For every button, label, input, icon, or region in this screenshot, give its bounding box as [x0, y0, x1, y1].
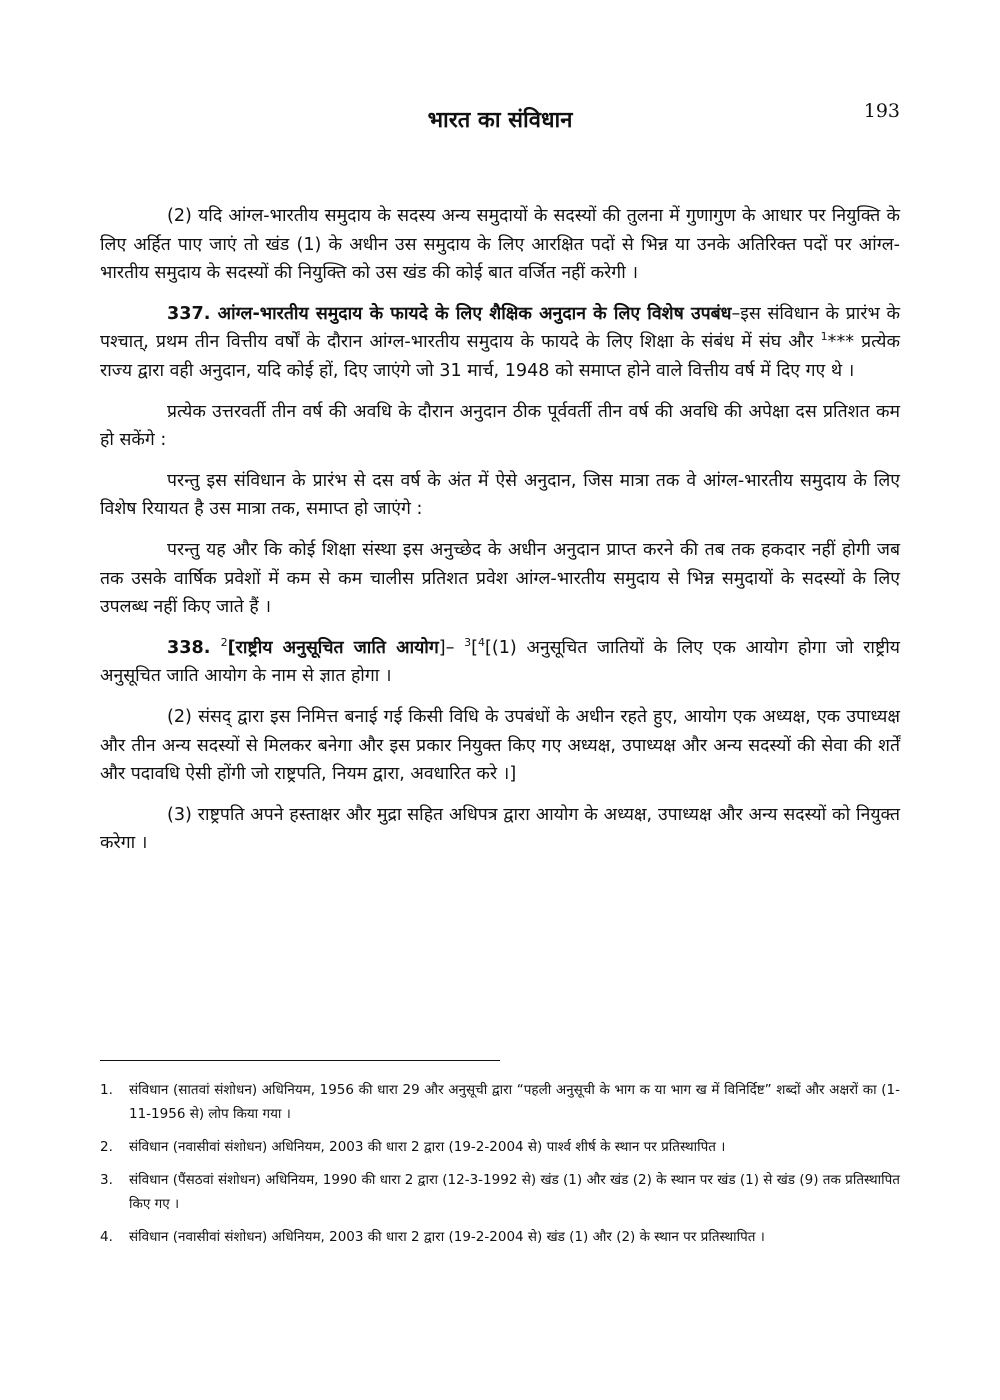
article-338-heading: [राष्ट्रीय अनुसूचित जाति आयोग — [227, 637, 439, 658]
footnote-number: 3. — [100, 1172, 113, 1188]
article-338-bracket-open: [ — [471, 637, 478, 658]
footnotes — [100, 1078, 900, 1258]
omission-stars: *** — [827, 332, 855, 353]
footnote-divider — [100, 1060, 500, 1061]
footnote-4 — [100, 1225, 900, 1249]
article-337-text-b: प्रत्येक राज्य द्वारा वही अनुदान, यदि कोई हों, दिए जाएंगे जो 31 मार्च, 1948 को समाप्त होने वाले वित्तीय वर्ष में दिए गए थे । — [100, 332, 900, 381]
footnote-text: संविधान (नवासीवां संशोधन) अधिनियम, 2003 की धारा 2 द्वारा (19-2-2004 से) पार्श्व शीर्ष के स्थान पर प्रतिस्थापित । — [129, 1139, 726, 1155]
article-337-heading: 337. आंग्ल-भारतीय समुदाय के फायदे के लिए शैक्षिक अनुदान के लिए विशेष उपबंध — [167, 303, 732, 324]
footnote-text: संविधान (पैंसठवां संशोधन) अधिनियम, 1990 की धारा 2 द्वारा (12-3-1992 से) खंड (1) और खंड (2) के स्थान पर खंड (1) से खंड (9) तक प्रतिस्थापित किए गए । — [129, 1172, 900, 1212]
article-338-text: [(1) अनुसूचित जातियों के लिए एक आयोग होगा जो राष्ट्रीय अनुसूचित जाति आयोग के नाम से ज्ञात होगा । — [100, 637, 900, 687]
footnote-ref-1: 1 — [820, 330, 828, 344]
footnote-text: संविधान (सातवां संशोधन) अधिनियम, 1956 की धारा 29 और अनुसूची द्वारा “पहली अनुसूची के भाग क या भाग ख में विनिर्दिष्ट” शब्दों और अक्षरों का (1-11-1956 से) लोप किया गया । — [129, 1082, 900, 1122]
page-title: भारत का संविधान — [427, 108, 573, 133]
article-338-clause-3: (3) राष्ट्रपति अपने हस्ताक्षर और मुद्रा सहित अधिपत्र द्वारा आयोग के अध्यक्ष, उपाध्यक्ष और अन्य सदस्यों को नियुक्त करेगा । — [100, 804, 900, 854]
article-338-clause-2: (2) संसद् द्वारा इस निमित्त बनाई गई किसी विधि के उपबंधों के अधीन रहते हुए, आयोग एक अध्यक्ष, एक उपाध्यक्ष और तीन अन्य सदस्यों से मिलकर बनेगा और इस प्रकार नियुक्त किए गए अध्यक्ष, उपाध्यक्ष और अन्य सदस्यों की सेवा की शर्तें और पदावधि ऐसी होंगी जो राष्ट्रपति, नियम द्वारा, अवधारित करे ।] — [100, 706, 900, 785]
footnote-text: संविधान (नवासीवां संशोधन) अधिनियम, 2003 की धारा 2 द्वारा (19-2-2004 से) खंड (1) और (2) के स्थान पर प्रतिस्थापित । — [129, 1229, 765, 1245]
article-337 — [100, 300, 900, 386]
footnote-3 — [100, 1168, 900, 1216]
clause-336-2: (2) यदि आंग्ल-भारतीय समुदाय के सदस्य अन्य समुदायों के सदस्यों की तुलना में गुणागुण के आधार पर नियुक्ति के लिए अर्हित पाए जाएं तो खंड (1) के अधीन उस समुदाय के लिए आरक्षित पदों से भिन्न या उनके अतिरिक्त पदों पर आंग्ल-भारतीय समुदाय के सदस्यों की नियुक्ति को उस खंड की कोई बात वर्जित नहीं करेगी । — [100, 206, 900, 284]
article-338-dash: – — [445, 637, 465, 658]
page-number: 193 — [863, 100, 900, 122]
page-header — [0, 100, 1000, 140]
footnote-1 — [100, 1078, 900, 1126]
main-text — [100, 202, 900, 870]
article-338-number: 338. — [167, 637, 221, 658]
article-337-proviso-2: परन्तु यह और कि कोई शिक्षा संस्था इस अनुच्छेद के अधीन अनुदान प्राप्त करने की तब तक हकदार नहीं होगी जब तक उसके वार्षिक प्रवेशों में कम से कम चालीस प्रतिशत प्रवेश आंग्ल-भारतीय समुदाय से भिन्न समुदायों के सदस्यों के लिए उपलब्ध नहीं किए जाते हैं । — [100, 539, 900, 618]
article-337-proviso-1: परन्तु इस संविधान के प्रारंभ से दस वर्ष के अंत में ऐसे अनुदान, जिस मात्रा तक वे आंग्ल-भारतीय समुदाय के लिए विशेष रियायत है उस मात्रा तक, समाप्त हो जाएंगे : — [100, 470, 900, 520]
footnote-number: 4. — [100, 1229, 113, 1245]
footnote-ref-4: 4 — [477, 635, 485, 649]
footnote-ref-3: 3 — [464, 635, 472, 649]
article-337-para-2: प्रत्येक उत्तरवर्ती तीन वर्ष की अवधि के दौरान अनुदान ठीक पूर्ववर्ती तीन वर्ष की अवधि की अपेक्षा दस प्रतिशत कम हो सकेंगे : — [100, 401, 900, 451]
footnote-2 — [100, 1135, 900, 1159]
footnote-number: 1. — [100, 1082, 113, 1098]
article-338 — [100, 634, 900, 691]
article-338-bracket: ] — [438, 637, 446, 658]
footnote-number: 2. — [100, 1139, 113, 1155]
article-337-text-a: –इस संविधान के प्रारंभ के पश्चात्, प्रथम तीन वित्तीय वर्षों के दौरान आंग्ल-भारतीय समुदाय के फायदे के लिए शिक्षा के संबंध में संघ और — [100, 303, 900, 353]
footnote-ref-2: 2 — [220, 635, 228, 649]
